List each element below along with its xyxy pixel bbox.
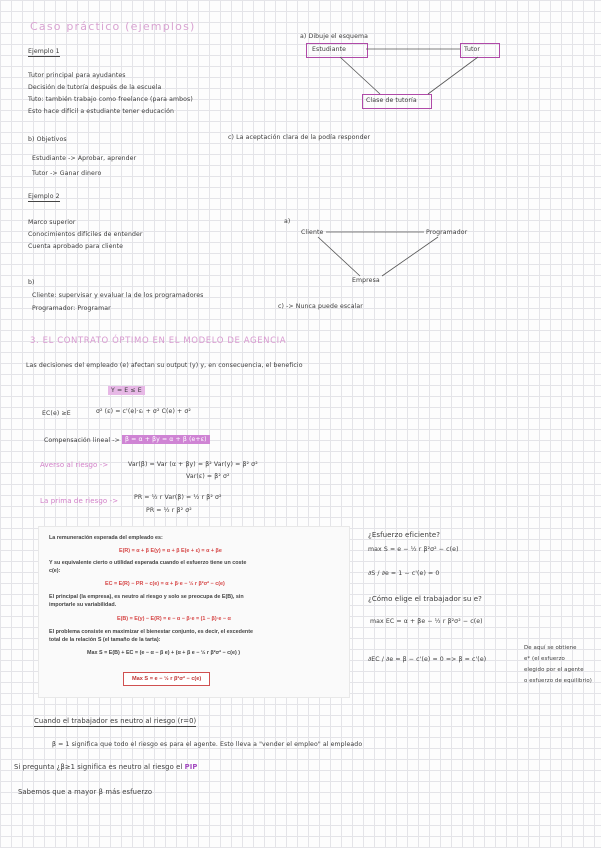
panel-formula-2: EC = E(R) − PR − c(e) = α + β·e − ½ r β²σ² − c(e)	[105, 581, 225, 587]
ej1-heading: Ejemplo 1	[28, 48, 60, 55]
bottom-line-2-highlight: PIP	[184, 763, 198, 771]
panel-line-4a: El problema consiste en maximizar el bienestar conjunto, es decir, el excedente	[49, 629, 254, 635]
diagram2-node-left: Cliente	[301, 229, 324, 236]
ej2-line-2: Conocimientos difíciles de entender	[28, 231, 143, 238]
ej2-a-label: a)	[284, 218, 291, 225]
ej1-b-line-2: Tutor -> Ganar dinero	[32, 170, 102, 177]
panel-line-4b: total de la relación S (el tamaño de la tarta):	[49, 637, 161, 643]
ej2-b-line-2: Programador: Programar	[32, 305, 111, 312]
panel-formula-3: E(B) = E(y) − E(R) = e − α − β·e = (1 − β)·e − α	[117, 616, 231, 622]
bottom-line-2-text: Si pregunta ¿β≥1 significa es neutro al riesgo el	[14, 763, 183, 771]
bottom-line-1: β = 1 significa que todo el riesgo es para el agente. Esto lleva a "vender el empleo" al empleado	[52, 741, 363, 748]
page-title: Caso práctico (ejemplos)	[30, 20, 196, 33]
averso-formula-1: Var(β) = Var (α + βy) = β² Var(y) = β² σ²	[128, 461, 258, 468]
diagram1-node-left-label: Estudiante	[312, 46, 347, 53]
comp-formula: β = α + βy = α + β (e+ε)	[122, 435, 210, 444]
bottom-line-2	[14, 763, 197, 771]
section3-highlight-1: Y = E ≤ E	[108, 386, 145, 395]
panel-final-formula: Max S = e − ½ r β²σ² − c(e)	[123, 672, 210, 686]
panel-line-3a: El principal (la empresa), es neutro al riesgo y solo se preocupa de E(B), sin	[49, 594, 244, 600]
prima-formula-2: PR = ½ r β² σ²	[146, 507, 192, 514]
panel-line-2b: c(e):	[49, 568, 61, 574]
panel-line-1: La remuneración esperada del empleado es:	[49, 535, 163, 541]
diagram1-edge-left	[340, 57, 380, 94]
bottom-heading: Cuando el trabajador es neutro al riesgo (r=0)	[34, 717, 197, 725]
ej1-b-label: b) Objetivos	[28, 136, 67, 143]
right-max-1: max S = e − ½ r β²σ² − c(e)	[368, 546, 459, 553]
panel-line-3b: importarle su variabilidad.	[49, 602, 117, 608]
ej1-line-3: Tuto: también trabajo como freelance (para ambos)	[28, 96, 193, 103]
ej1-c-note: c) La aceptación clara de la podía responder	[228, 134, 371, 141]
panel-formula-4: Max S = E(B) + EC = (e − α − β e) + (α + β e − ½ r β²σ² − c(e) )	[87, 650, 241, 656]
ej2-heading: Ejemplo 2	[28, 193, 60, 200]
ej2-line-1: Marco superior	[28, 219, 76, 226]
ej2-b-label: b)	[28, 279, 35, 286]
ej1-line-1: Tutor principal para ayudantes	[28, 72, 126, 79]
comp-label: Compensación lineal ->	[44, 437, 120, 444]
ej1-a-label: a) Dibuje el esquema	[300, 33, 368, 40]
pasted-text-panel	[38, 526, 350, 698]
right-note-2: e* (el esfuerzo	[524, 656, 565, 662]
diagram2-node-right: Programador	[426, 229, 468, 236]
prima-label: La prima de riesgo ->	[40, 497, 119, 505]
panel-line-2a: Y su equivalente cierto o utilidad esperada cuando el esfuerzo tiene un coste	[49, 560, 247, 566]
prima-formula-1: PR = ½ r Var(β) = ½ r β² σ²	[134, 494, 222, 501]
right-note-4: o esfuerzo de equilibrio)	[524, 678, 592, 684]
ec-label: EC(e) ≥E	[42, 410, 71, 417]
right-max-2: max EC = α + βe − ½ r β²σ² − c(e)	[370, 618, 483, 625]
averso-label: Averso al riesgo ->	[40, 461, 109, 469]
right-q2: ¿Cómo elige el trabajador su e?	[368, 595, 482, 603]
diagram2-node-bottom: Empresa	[352, 277, 380, 284]
diagram1-edge-right	[428, 57, 478, 94]
right-note-3: elegido por el agente	[524, 667, 584, 673]
ej2-b-line-1: Cliente: supervisar y evaluar la de los programadores	[32, 292, 204, 299]
ec-formula: σ² (ε) = c'(e)·εᵢ + σ² C(e) + σ²	[96, 408, 191, 415]
diagram2-edge-left	[318, 237, 360, 276]
section3-intro: Las decisiones del empleado (e) afectan su output (y) y, en consecuencia, el beneficio	[26, 362, 303, 369]
ej1-line-4: Esto hace difícil a estudiante tener educación	[28, 108, 174, 115]
ej2-c-note: c) -> Nunca puede escalar	[278, 303, 363, 310]
diagram2-edge-right	[382, 237, 438, 276]
diagram1-node-bottom-label: Clase de tutoría	[366, 97, 417, 104]
right-deriv-2: ∂EC / ∂e = β − c'(e) = 0 => β = c'(e)	[368, 656, 487, 663]
panel-formula-1: E(R) = α + β E(y) = α + β E(e + ε) = α + βe	[119, 548, 222, 554]
right-note-1: De aquí se obtiene	[524, 645, 577, 651]
ej2-line-3: Cuenta aprobado para cliente	[28, 243, 124, 250]
diagram1-node-right-label: Tutor	[464, 46, 481, 53]
ej1-line-2: Decisión de tutoría después de la escuela	[28, 84, 162, 91]
right-deriv-1: ∂S / ∂e = 1 − c'(e) = 0	[368, 570, 440, 577]
section3-title: 3. EL CONTRATO ÓPTIMO EN EL MODELO DE AGENCIA	[30, 336, 287, 346]
right-q1: ¿Esfuerzo eficiente?	[368, 531, 441, 539]
bottom-line-3: Sabemos que a mayor β más esfuerzo	[18, 788, 153, 796]
ej1-b-line-1: Estudiante -> Aprobar, aprender	[32, 155, 137, 162]
averso-formula-2: Var(ε) = β² σ²	[186, 473, 230, 480]
